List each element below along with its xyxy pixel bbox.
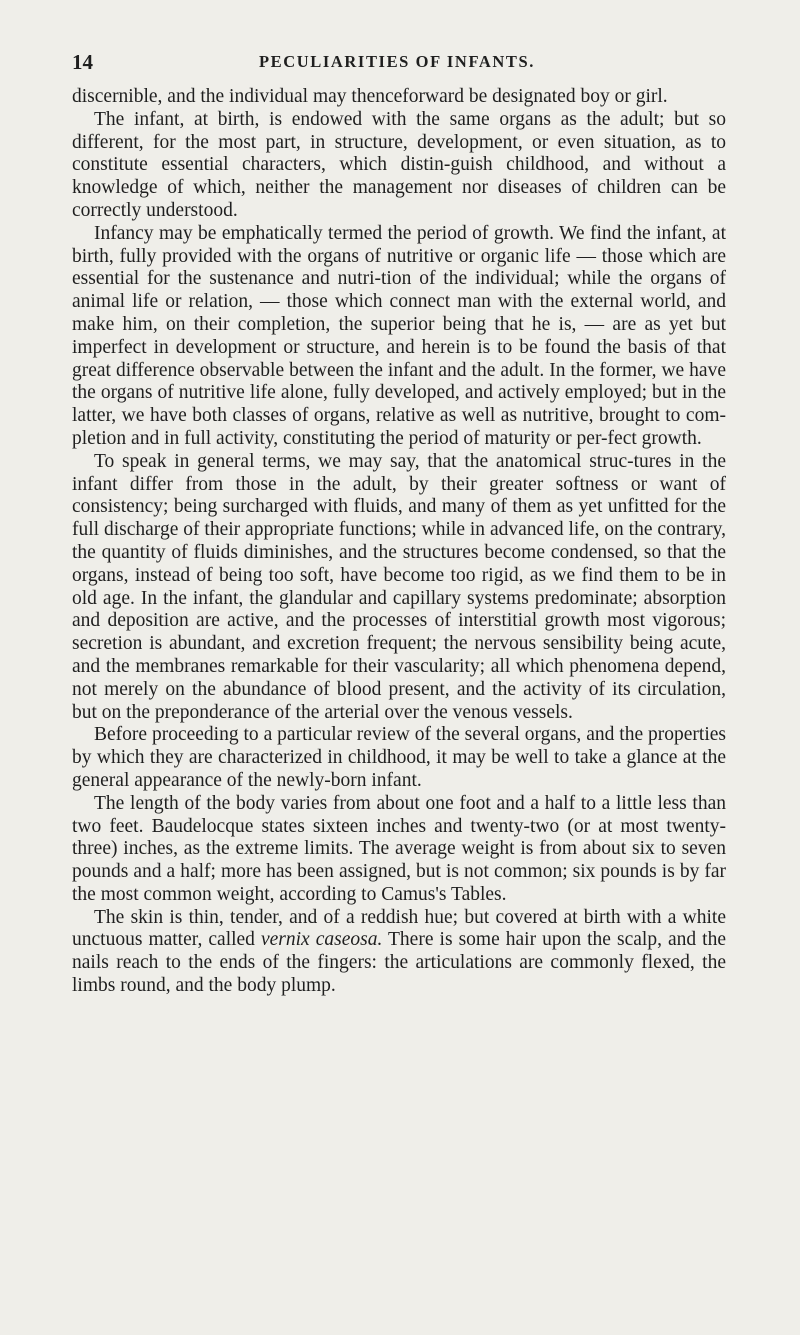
latin-term: vernix caseosa. [260, 929, 383, 951]
running-title: PECULIARITIES OF INFANTS. [258, 52, 536, 71]
paragraph-text: The skin is thin, tender, and of a reddish hue; but covered at birth with a white unctuous matter, called [72, 906, 726, 951]
body-text [72, 86, 726, 998]
paragraph-text: There is some hair upon the scalp, and the nails reach to the ends of the fingers: the articulations are commonly flexed, the limbs round, and the body plump. [72, 929, 726, 997]
paragraph: discernible, and the individual may thenceforward be designated boy or girl. [72, 86, 668, 107]
page-number: 14 [72, 50, 93, 74]
paragraph: Before proceeding to a particular review of the several organs, and the properties by which they are characterized in childhood, it may be well to take a glance at the general appearance of the newly-born infant. [72, 724, 726, 791]
paragraph: Infancy may be emphatically termed the period of growth. We find the infant, at birth, fully provided with the organs of nutritive or organic life — those which are essential for the sustenance and nutri-tion of the individual; while the organs of animal life or relation, — those which connect man with the external world, and make him, on their completion, the superior being that he is, — are as yet but imperfect in development or structure, and herein is to be found the basis of that great difference observable between the infant and the adult. In the former, we have the organs of nutritive life alone, fully developed, and actively employed; but in the latter, we have both classes of organs, relative as well as nutritive, brought to com-pletion and in full activity, constituting the period of maturity or per-fect growth. [72, 222, 726, 449]
page-header [72, 50, 722, 80]
paragraph: The length of the body varies from about one foot and a half to a little less than two feet. Baudelocque states sixteen inches and twenty-two (or at most twenty-three) inches, as the extreme limits. The average weight is from about six to seven pounds and a half; more has been assigned, but is not common; six pounds is by far the most common weight, according to Camus's Tables. [72, 792, 726, 905]
paragraph-last [72, 907, 726, 998]
paragraph: The infant, at birth, is endowed with the same organs as the adult; but so different, for the most part, in structure, development, or even situation, as to constitute essential characters, which distin-guish childhood, and without a knowledge of which, neither the management nor diseases of children can be correctly understood. [72, 108, 726, 221]
paragraph: To speak in general terms, we may say, that the anatomical struc-tures in the infant differ from those in the adult, by their greater softness or want of consistency; being surcharged with fluids, and many of them as yet unfitted for the full discharge of their appropriate functions; while in advanced life, on the contrary, the quantity of fluids diminishes, and the structures become condensed, so that the organs, instead of being too soft, have become too rigid, as we find them to be in old age. In the infant, the glandular and capillary systems predominate; absorption and deposition are active, and the processes of interstitial growth most vigorous; secretion is abundant, and excretion frequent; the nervous sensibility being acute, and the membranes remarkable for their vascularity; all which phenomena depend, not merely on the abundance of blood present, and the activity of its circulation, but on the preponderance of the arterial over the venous vessels. [72, 450, 726, 723]
